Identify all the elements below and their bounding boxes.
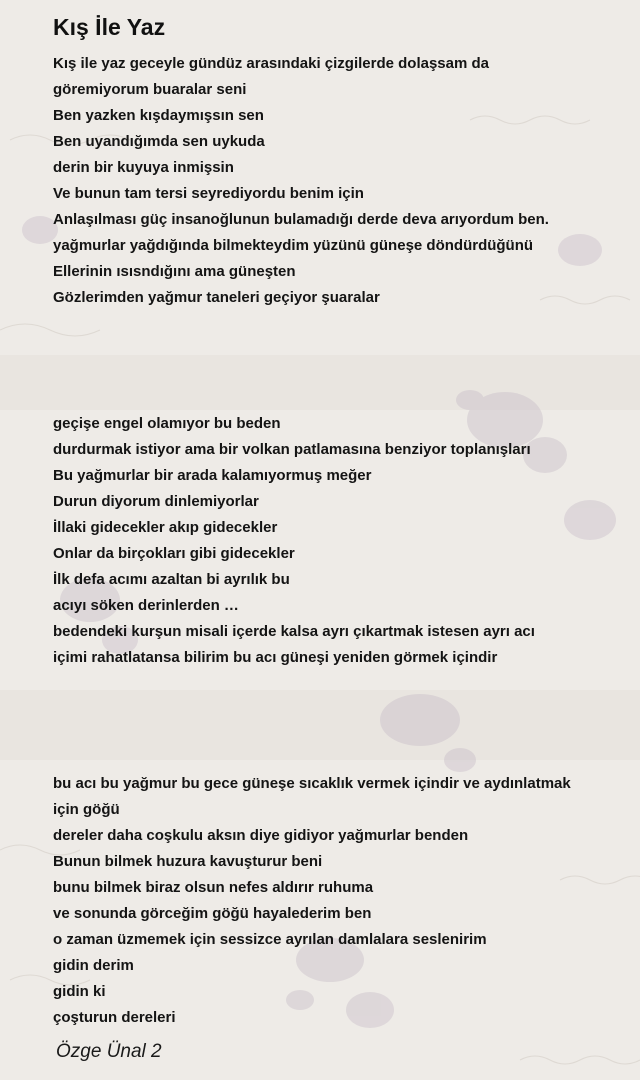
poem-line: acıyı söken derinlerden … (53, 597, 239, 614)
poem-line: o zaman üzmemek için sessizce ayrılan damlalara seslenirim (53, 931, 487, 948)
poem-line: Anlaşılması güç insanoğlunun bulamadığı derde deva arıyordum ben. (53, 211, 549, 228)
poem-line: gidin derim (53, 957, 134, 974)
poem-line: dereler daha coşkulu aksın diye gidiyor yağmurlar benden (53, 827, 469, 844)
poem-line: bu acı bu yağmur bu gece güneşe sıcaklık vermek içindir ve aydınlatmak (53, 775, 571, 792)
poem-line: gidin ki (53, 983, 106, 1000)
poem-author: Özge Ünal 2 (56, 1041, 162, 1062)
poem-line: Ve bunun tam tersi seyrediyordu benim için (53, 185, 364, 202)
poem-line: ve sonunda görceğim göğü hayalederim ben (53, 905, 372, 922)
poem-line: Onlar da birçokları gibi gidecekler (53, 545, 295, 562)
poem-line: geçişe engel olamıyor bu beden (53, 415, 281, 432)
stanza-2 (53, 411, 623, 671)
poem-line: Bu yağmurlar bir arada kalamıyormuş meğer (53, 467, 372, 484)
poem-line: Ben uyandığımda sen uykuda (53, 133, 265, 150)
poem-line: İlk defa acımı azaltan bi ayrılık bu (53, 571, 290, 588)
poem-line: Kış ile yaz geceyle gündüz arasındaki çizgilerde dolaşsam da (53, 55, 490, 72)
poem-line: durdurmak istiyor ama bir volkan patlamasına benziyor toplanışları (53, 441, 531, 458)
poem-line: için göğü (53, 801, 120, 818)
poem-line: çoşturun dereleri (53, 1009, 176, 1026)
poem-line: içimi rahatlatansa bilirim bu acı güneşi yeniden görmek içindir (53, 649, 498, 666)
poem-line: İllaki gidecekler akıp gidecekler (53, 519, 278, 536)
stanza-3 (53, 771, 623, 1031)
poem-line: Gözlerimden yağmur taneleri geçiyor şuaralar (53, 289, 380, 306)
poem-line: bedendeki kurşun misali içerde kalsa ayrı çıkartmak istesen ayrı acı (53, 623, 535, 640)
poem-line: Ellerinin ısısndığını ama güneşten (53, 263, 296, 280)
poem-line: Ben yazken kışdaymışsın sen (53, 107, 264, 124)
poem-line: derin bir kuyuya inmişsin (53, 159, 234, 176)
stanza-1 (53, 51, 623, 311)
poem-line: Durun diyorum dinlemiyorlar (53, 493, 259, 510)
poem-line: bunu bilmek biraz olsun nefes aldırır ruhuma (53, 879, 374, 896)
poem-title: Kış İle Yaz (53, 14, 166, 40)
poem-line: Bunun bilmek huzura kavuşturur beni (53, 853, 323, 870)
poem-line: yağmurlar yağdığında bilmekteydim yüzünü güneşe döndürdüğünü (53, 237, 534, 254)
poem-line: göremiyorum buaralar seni (53, 81, 247, 98)
